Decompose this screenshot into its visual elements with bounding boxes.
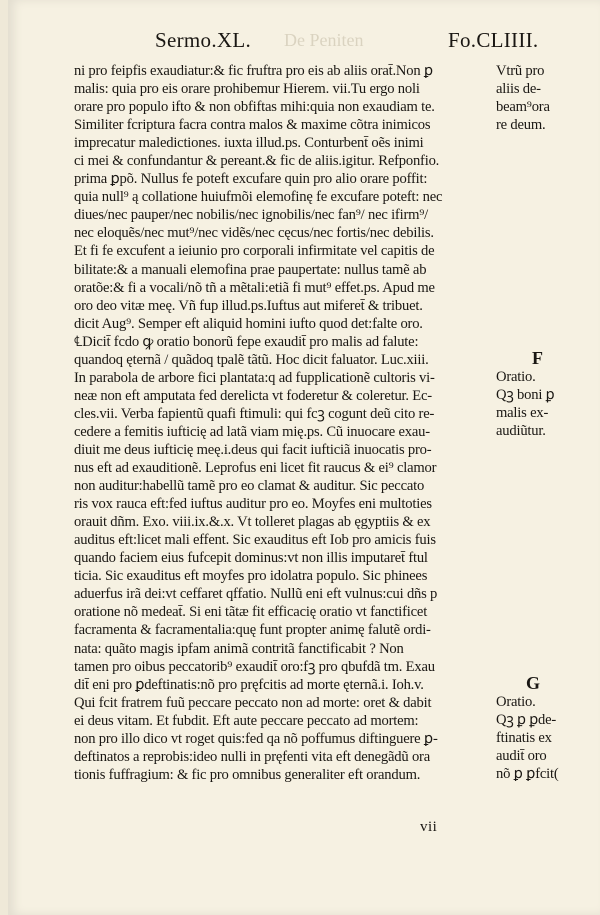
text-line: non pro illo dico vt roget quis:fed qa nõ poffumus diftinguere ꝑ- <box>74 730 438 747</box>
margin-note: Qꝫ boni ꝑ <box>496 387 555 403</box>
text-line: aduerfus irã dei:vt ceffaret qffatio. Nullũ eni eft vulnus:cui dñs p <box>74 586 438 603</box>
text-line: ei deus vitam. Et fubdit. Eft aute peccare peccato ad mortem: <box>74 712 419 729</box>
text-line: oro deo vitæ meę. Vñ fup illud.ps.Iuftus aut miferet̄ & tribuet. <box>74 297 423 314</box>
text-line: auditus eft:licet mali effent. Sic exauditus eft Iob pro amicis fuis <box>74 532 436 549</box>
text-line: quia null⁹ ą collatione huiufmõi elemofinę fe excufare poteft: nec <box>74 189 443 206</box>
margin-section-letter: F <box>532 348 543 368</box>
text-line: nec eloquẽs/nec mut⁹/nec vidẽs/nec cęcus/nec fortis/nec debilis. <box>74 225 434 242</box>
margin-note: ftinatis ex <box>496 730 552 746</box>
text-line: In parabola de arbore fici plantata:q ad fupplicationẽ cultoris vi- <box>74 369 435 386</box>
margin-note: Vtrũ pro <box>496 63 545 79</box>
text-line: ni pro feipfis exaudiatur:& fic fruftra pro eis ab aliis orat̄.Non ꝑ <box>74 63 433 79</box>
text-line: diuit me deus iufticię meę.i.deus qui facit iufticiã inuocatis pro- <box>74 441 432 458</box>
text-line: ticia. Sic exauditus eft moyfes pro idolatra populo. Sic phinees <box>74 568 428 585</box>
text-line: dit̄ eni pro ꝑdeftinatis:nõ pro pręfcitis ad morte ęternã.i. Ioh.v. <box>74 676 424 693</box>
text-line: imprecatur maledictiones. iuxta illud.ps. Conturbent̄ oẽs inimi <box>74 135 424 152</box>
text-line: tamen pro oibus peccatorib⁹ exaudit̄ oro:fꝫ pro qbufdã tm. Exau <box>74 658 435 675</box>
text-line: quandoq ęternã / quãdoq tpalẽ tãtũ. Hoc dicit faluator. Luc.xiii. <box>74 351 429 368</box>
text-line: nus eft ad exauditionẽ. Leprofus eni licet fit raucus & ei⁹ clamor <box>74 460 437 477</box>
margin-note: malis ex- <box>496 405 549 421</box>
text-line: orauit dñm. Exo. viii.ix.&.x. Vt tolleret plagas ab ęgyptiis & ex <box>74 514 431 531</box>
text-line: non auditur:habellũ tamẽ pro eo clamat & auditur. Sic peccato <box>74 478 425 495</box>
text-line: cedere a femitis iufticię ad latã viam mię.ps. Cũ inuocare exau- <box>74 423 430 440</box>
bleed-through-text: De Peniten <box>284 30 364 50</box>
margin-note: Oratio. <box>496 369 536 385</box>
text-line: deftinatos a reprobis:ideo nulli in pręfenti vita eft denegãdũ ora <box>74 748 430 765</box>
margin-note: audit̄ oro <box>496 748 547 764</box>
text-line: Et fi fe excufent a ieiunio pro corporali infirmitate vel capitis de <box>74 243 435 260</box>
text-line: neæ non eft amputata fed derelicta vt foderetur & coleretur. Ec- <box>74 387 432 404</box>
margin-note: audiũtur. <box>496 423 546 439</box>
text-line: facramenta & facramentalia:quę funt propter animę falutẽ ordi- <box>74 622 431 639</box>
text-line: malis: quia pro eis orare prohibemur Hierem. vii.Tu ergo noli <box>74 81 420 98</box>
text-line: oratione nõ medeat̄. Si eni tãtæ fit efficacię oratio vt fanctificet <box>74 604 428 621</box>
main-text-column <box>74 62 494 784</box>
running-head <box>0 28 600 58</box>
text-line: ris vox rauca eft:fed iuftus auditur pro eo. Moyfes eni multoties <box>74 496 432 513</box>
margin-section-letter: G <box>526 673 540 693</box>
text-line: prima ꝑpõ. Nullus fe poteft excufare quin pro alio orare poffit: <box>74 171 428 188</box>
text-line: oratõe:& fi a vocali/nõ tñ a mẽtali:etiã fi mut⁹ effet.ps. Apud me <box>74 279 435 296</box>
text-line: cles.vii. Verba fapientũ quafi ftimuli: qui fcꝫ cogunt deũ cito re- <box>74 405 435 422</box>
text-line: tionis fuffragium: & fic pro omnibus generaliter eft orandum. <box>74 766 421 783</box>
margin-note: Oratio. <box>496 694 536 710</box>
text-line: dicit Aug⁹. Semper eft aliquid homini iufto quod det:falte oro. <box>74 315 423 332</box>
text-line: nata: quãto magis ipfam animã contritã fanctificabit ? Non <box>74 640 404 657</box>
pilcrow-icon: ℄ <box>74 333 83 350</box>
text-line: bilitate:& a manuali elemofina prae paupertate: nullus tamẽ ab <box>74 261 427 278</box>
text-line: orare pro populo ifto & non obfiftas mihi:quia non exaudiam te. <box>74 99 435 116</box>
text-line: Similiter fcriptura facra contra malos & maxime cõtra inimicos <box>74 117 431 134</box>
margin-note: Qꝫ ꝑ ꝑde- <box>496 712 557 728</box>
text-line: Qui fcit fratrem fuũ peccare peccato non ad morte: oret & dabit <box>74 694 432 711</box>
running-head-sermon: Sermo.XL. <box>155 28 252 52</box>
text-line: ci mei & confundantur & pereant.& fic de aliis.igitur. Refponfio. <box>74 153 440 170</box>
text-line: quando faciem eius fufcepit dominus:vt non illis imputaret̄ ftul <box>74 550 428 567</box>
margin-note: aliis de- <box>496 81 541 97</box>
margin-note: nõ ꝑ ꝑfcit( <box>496 766 559 782</box>
margin-note: re deum. <box>496 117 546 133</box>
paragraph-line <box>74 333 494 351</box>
running-head-folio: Fo.CLIIII. <box>448 28 539 52</box>
text-line: diues/nec pauper/nec nobilis/nec ignobilis/nec fan⁹/ nec ifirm⁹/ <box>74 207 428 224</box>
margin-note: beam⁹ora <box>496 99 550 115</box>
text-line: Dicit̄ fcdo ꝙ oratio bonorũ fepe exaudit̄ pro malis ad falute: <box>82 333 419 350</box>
signature-mark: vii <box>420 819 438 835</box>
